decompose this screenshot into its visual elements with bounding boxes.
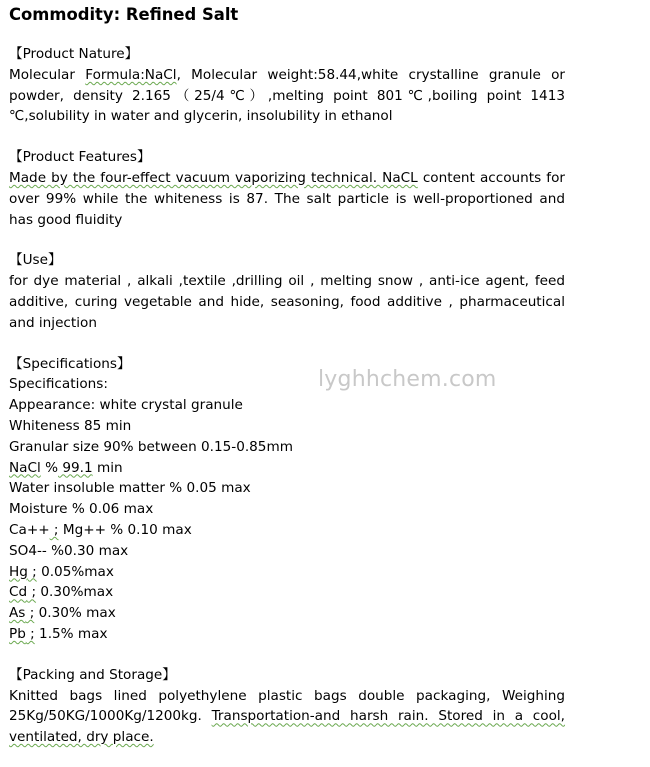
section-packing-storage <box>9 665 565 748</box>
spellcheck-as: As <box>9 605 26 622</box>
spec-line-nacl <box>9 458 565 479</box>
section-heading-packing-storage: 【Packing and Storage】 <box>9 666 176 683</box>
spellcheck-cd-sep: ; <box>27 584 37 601</box>
spellcheck-nacl-value: 99.1 <box>58 459 93 476</box>
spec-line-whiteness: Whiteness 85 min <box>9 417 132 434</box>
product-features-text <box>9 168 565 230</box>
packing-storage-text <box>9 686 565 748</box>
spec-cd-value: 0.30%max <box>36 584 114 601</box>
spellcheck-pb-sep: ; <box>25 625 35 642</box>
spec-line-moisture: Moisture % 0.06 max <box>9 501 154 518</box>
spec-as-value: 0.30% max <box>34 605 116 622</box>
spellcheck-packing-phrase: Transportation-and harsh rain. Stored in a cool, ventilated, dry place. <box>9 708 566 746</box>
spellcheck-features-phrase: Made by the four-effect vacuum vaporizing technical. NaCL <box>9 169 418 186</box>
spec-nacl-unit: % <box>40 459 59 476</box>
product-nature-text-rest: , Molecular weight:58.44,white crystalline granule or powder, density 2.165（25/4℃）,melting point 801℃,boiling point 1413 ℃,solubility in water and glycerin, insolubility in ethanol <box>9 66 565 125</box>
product-nature-text <box>9 65 565 127</box>
spec-hg-value: 0.05%max <box>36 563 114 580</box>
spec-ca: Ca++ <box>9 521 50 538</box>
spellcheck-hg: Hg <box>9 563 28 580</box>
packing-text-start: Knitted bags lined polyethylene plastic bags double packaging, Weighing 25Kg/50KG/1000Kg/1200kg. <box>9 687 565 725</box>
spec-line-pb <box>9 624 565 645</box>
spec-line-granular-size: Granular size 90% between 0.15-0.85mm <box>9 438 293 455</box>
section-heading-product-nature: 【Product Nature】 <box>9 46 139 62</box>
watermark-text: lyghhchem.com <box>318 367 497 392</box>
document-page <box>9 0 565 748</box>
spellcheck-ca-sep: ; <box>49 521 59 538</box>
spellcheck-formula: Formula:NaCl <box>85 66 177 83</box>
spec-nacl-min: min <box>92 459 123 476</box>
spellcheck-hg-sep: ; <box>27 563 37 580</box>
page-title: Commodity: Refined Salt <box>9 5 239 24</box>
spec-pb-value: 1.5% max <box>34 625 108 642</box>
spec-line-cd <box>9 582 565 603</box>
section-heading-product-features: 【Product Features】 <box>9 149 151 166</box>
section-product-nature <box>9 44 565 127</box>
spec-mg: Mg++ % 0.10 max <box>58 521 192 538</box>
spec-line-ca-mg <box>9 520 565 541</box>
spec-line-appearance: Appearance: white crystal granule <box>9 397 243 414</box>
spellcheck-pb: Pb <box>9 625 26 642</box>
product-features-text-rest: content accounts for over 99% while the whiteness is 87. The salt particle is well-proportioned and has good fluidity <box>9 169 565 228</box>
section-use <box>9 250 565 333</box>
use-text: for dye material , alkali ,textile ,drilling oil , melting snow , anti-ice agent, feed additive, curing vegetable and hide, seasoning, food additive , pharmaceutical and injection <box>9 273 565 331</box>
spellcheck-as-sep: ; <box>25 605 35 622</box>
spellcheck-nacl: NaCl <box>9 459 41 476</box>
product-nature-text-start: Molecular <box>9 66 86 83</box>
section-heading-use: 【Use】 <box>9 252 62 269</box>
spec-line-title: Specifications: <box>9 376 108 393</box>
section-heading-specifications: 【Specifications】 <box>9 355 131 372</box>
spec-line-hg <box>9 562 565 583</box>
section-product-features <box>9 147 565 230</box>
spec-line-water-insoluble: Water insoluble matter % 0.05 max <box>9 480 251 497</box>
spec-line-as <box>9 603 565 624</box>
spellcheck-cd: Cd <box>9 584 28 601</box>
spec-line-so4: SO4-- %0.30 max <box>9 542 129 559</box>
section-specifications <box>9 354 565 645</box>
